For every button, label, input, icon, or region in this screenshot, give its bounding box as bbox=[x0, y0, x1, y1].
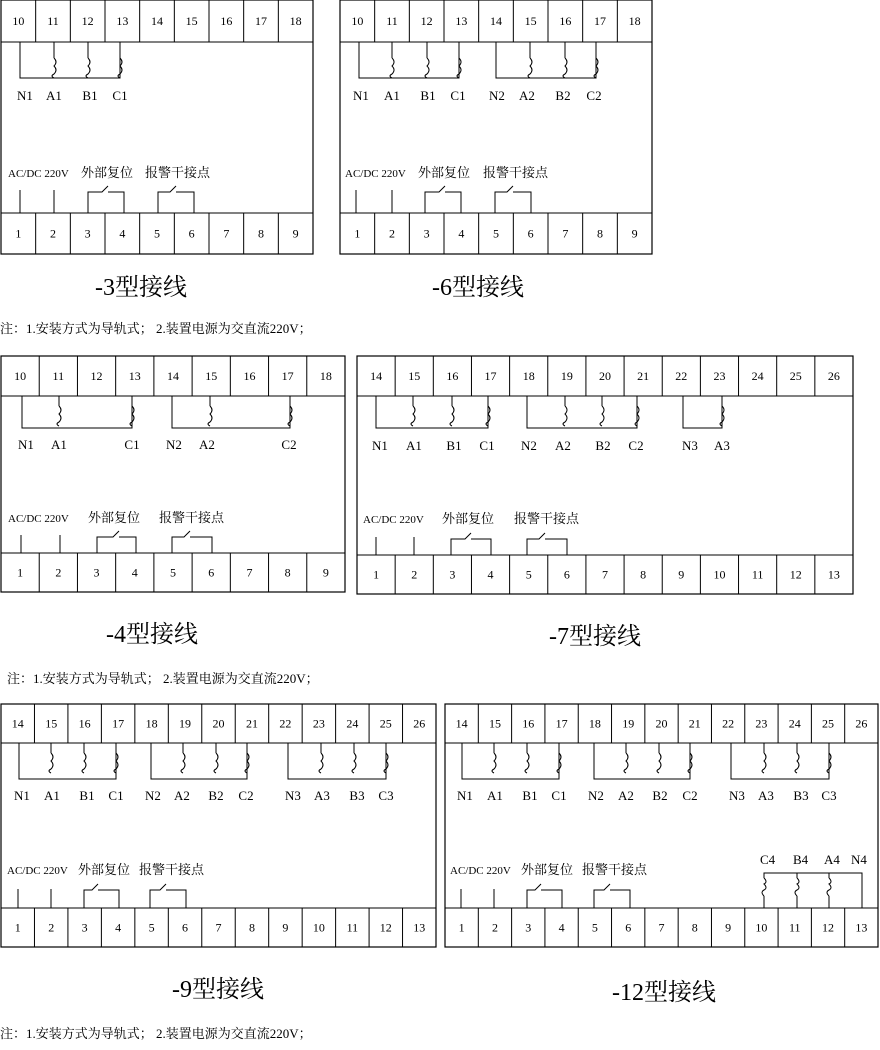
top-terminal-20: 20 bbox=[655, 716, 668, 731]
top-terminal-22: 22 bbox=[675, 369, 688, 383]
bottom-terminal-3: 3 bbox=[93, 565, 100, 580]
bottom-terminal-13: 13 bbox=[827, 567, 840, 582]
phase-label-n1: N1 bbox=[372, 438, 388, 453]
phase-label-a2: A2 bbox=[618, 788, 634, 803]
terminal-block-outline bbox=[1, 356, 345, 592]
terminal-block-outline bbox=[340, 0, 652, 254]
phase-label-n4: N4 bbox=[851, 852, 867, 867]
bottom-terminal-8: 8 bbox=[597, 226, 603, 241]
top-terminal-18: 18 bbox=[588, 716, 601, 731]
top-terminal-13: 13 bbox=[116, 14, 129, 28]
phase-label-n2: N2 bbox=[521, 438, 537, 453]
phase-label-c1: C1 bbox=[450, 88, 466, 103]
reset-label: 外部复位 bbox=[78, 862, 131, 877]
phase-label-n1: N1 bbox=[14, 788, 30, 803]
bottom-terminal-11: 11 bbox=[346, 920, 359, 935]
phase-label-b2: B2 bbox=[595, 438, 611, 453]
phase-label-b1: B1 bbox=[446, 438, 462, 453]
reset-label: 外部复位 bbox=[81, 165, 134, 180]
top-terminal-21: 21 bbox=[245, 716, 258, 731]
bottom-terminal-12: 12 bbox=[379, 920, 392, 935]
installation-note: 注：1.安装方式为导轨式； 2.装置电源为交直流220V； bbox=[0, 1026, 312, 1041]
bottom-terminal-2: 2 bbox=[55, 565, 62, 580]
top-terminal-24: 24 bbox=[751, 369, 764, 383]
bottom-terminal-6: 6 bbox=[527, 226, 534, 241]
bottom-terminal-7: 7 bbox=[658, 920, 665, 935]
diagram-caption: -4型接线 bbox=[106, 622, 198, 648]
phase-label-n3: N3 bbox=[682, 438, 698, 453]
phase-label-c1: C1 bbox=[124, 437, 140, 452]
phase-label-b4: B4 bbox=[793, 852, 809, 867]
phase-label-c1: C1 bbox=[108, 788, 124, 803]
phase-label-c2: C2 bbox=[238, 788, 254, 803]
top-terminal-17: 17 bbox=[594, 14, 606, 28]
phase-label-a1: A1 bbox=[46, 88, 62, 103]
top-terminal-15: 15 bbox=[45, 716, 58, 731]
phase-label-b1: B1 bbox=[79, 788, 95, 803]
top-terminal-23: 23 bbox=[755, 716, 768, 731]
phase-label-a1: A1 bbox=[51, 437, 67, 452]
bottom-terminal-9: 9 bbox=[322, 565, 329, 580]
phase-label-c2: C2 bbox=[682, 788, 698, 803]
bottom-terminal-4: 4 bbox=[487, 567, 494, 582]
top-terminal-17: 17 bbox=[112, 716, 125, 731]
reset-label: 外部复位 bbox=[418, 165, 471, 180]
phase-label-n3: N3 bbox=[729, 788, 745, 803]
top-terminal-11: 11 bbox=[52, 369, 65, 383]
supply-label: AC/DC 220V bbox=[363, 514, 424, 526]
installation-note: 注：1.安装方式为导轨式； 2.装置电源为交直流220V； bbox=[7, 671, 319, 686]
bottom-terminal-4: 4 bbox=[131, 565, 138, 580]
top-terminal-23: 23 bbox=[713, 369, 726, 383]
bottom-terminal-10: 10 bbox=[713, 567, 726, 582]
diagram-type-9 bbox=[1, 704, 436, 1003]
top-terminal-16: 16 bbox=[243, 369, 256, 383]
phase-label-b2: B2 bbox=[652, 788, 668, 803]
top-terminal-19: 19 bbox=[179, 716, 192, 731]
phase-label-n2: N2 bbox=[588, 788, 604, 803]
top-terminal-16: 16 bbox=[522, 716, 535, 731]
bottom-terminal-9: 9 bbox=[282, 920, 289, 935]
phase-label-a3: A3 bbox=[314, 788, 330, 803]
bottom-terminal-8: 8 bbox=[640, 567, 647, 582]
phase-label-a2: A2 bbox=[555, 438, 571, 453]
top-terminal-10: 10 bbox=[12, 14, 25, 28]
bottom-terminal-1: 1 bbox=[458, 920, 465, 935]
phase-label-b3: B3 bbox=[349, 788, 365, 803]
bottom-terminal-3: 3 bbox=[84, 226, 91, 241]
bottom-terminal-2: 2 bbox=[389, 226, 395, 241]
bottom-terminal-5: 5 bbox=[591, 920, 598, 935]
top-terminal-19: 19 bbox=[622, 716, 635, 731]
bottom-terminal-4: 4 bbox=[119, 226, 126, 241]
phase-label-n1: N1 bbox=[457, 788, 473, 803]
phase-label-n1: N1 bbox=[17, 88, 33, 103]
supply-label: AC/DC 220V bbox=[7, 865, 68, 877]
alarm-label: 报警干接点 bbox=[514, 511, 580, 526]
top-terminal-16: 16 bbox=[220, 14, 233, 28]
reset-label: 外部复位 bbox=[88, 510, 141, 525]
bottom-terminal-3: 3 bbox=[423, 226, 430, 241]
bottom-terminal-6: 6 bbox=[625, 920, 632, 935]
phase-label-a3: A3 bbox=[758, 788, 774, 803]
reset-label: 外部复位 bbox=[442, 511, 495, 526]
phase-label-a1: A1 bbox=[406, 438, 422, 453]
top-terminal-14: 14 bbox=[11, 716, 24, 731]
bottom-terminal-6: 6 bbox=[208, 565, 215, 580]
bottom-terminal-9: 9 bbox=[725, 920, 732, 935]
bottom-terminal-2: 2 bbox=[491, 920, 498, 935]
top-terminal-19: 19 bbox=[560, 369, 573, 383]
diagram-caption: -7型接线 bbox=[549, 624, 641, 650]
bottom-terminal-3: 3 bbox=[525, 920, 532, 935]
top-terminal-12: 12 bbox=[90, 369, 103, 383]
supply-label: AC/DC 220V bbox=[450, 865, 511, 877]
top-terminal-14: 14 bbox=[490, 14, 502, 28]
bottom-terminal-2: 2 bbox=[411, 567, 418, 582]
top-terminal-17: 17 bbox=[255, 14, 267, 28]
phase-label-b2: B2 bbox=[555, 88, 571, 103]
bottom-terminal-5: 5 bbox=[154, 226, 160, 241]
top-terminal-10: 10 bbox=[14, 369, 27, 383]
top-terminal-17: 17 bbox=[281, 369, 294, 383]
supply-label: AC/DC 220V bbox=[345, 168, 406, 180]
top-terminal-15: 15 bbox=[408, 369, 421, 383]
phase-label-n2: N2 bbox=[145, 788, 161, 803]
bottom-terminal-12: 12 bbox=[789, 567, 802, 582]
bottom-terminal-8: 8 bbox=[284, 565, 291, 580]
phase-label-a2: A2 bbox=[174, 788, 190, 803]
phase-label-a1: A1 bbox=[44, 788, 60, 803]
phase-label-b2: B2 bbox=[208, 788, 224, 803]
phase-label-n1: N1 bbox=[18, 437, 34, 452]
top-terminal-17: 17 bbox=[555, 716, 568, 731]
bottom-terminal-5: 5 bbox=[148, 920, 155, 935]
bottom-terminal-4: 4 bbox=[115, 920, 122, 935]
terminal-block-outline bbox=[445, 704, 878, 947]
top-terminal-26: 26 bbox=[413, 716, 426, 731]
alarm-label: 报警干接点 bbox=[139, 862, 205, 877]
phase-label-b3: B3 bbox=[793, 788, 809, 803]
bottom-terminal-8: 8 bbox=[258, 226, 264, 241]
diagram-caption: -9型接线 bbox=[172, 977, 264, 1003]
bottom-terminal-5: 5 bbox=[493, 226, 499, 241]
phase-label-a2: A2 bbox=[199, 437, 215, 452]
phase-label-a1: A1 bbox=[487, 788, 503, 803]
diagram-caption: -12型接线 bbox=[612, 980, 716, 1006]
top-terminal-20: 20 bbox=[599, 369, 611, 383]
top-terminal-14: 14 bbox=[370, 369, 383, 383]
phase-label-c2: C2 bbox=[628, 438, 644, 453]
bottom-terminal-11: 11 bbox=[788, 920, 801, 935]
reset-label: 外部复位 bbox=[521, 862, 574, 877]
top-terminal-18: 18 bbox=[319, 369, 332, 383]
top-terminal-18: 18 bbox=[289, 14, 302, 28]
phase-label-a4: A4 bbox=[824, 852, 840, 867]
phase-label-b1: B1 bbox=[82, 88, 98, 103]
bottom-terminal-9: 9 bbox=[678, 567, 685, 582]
diagram-type-7 bbox=[357, 356, 853, 650]
alarm-label: 报警干接点 bbox=[582, 862, 648, 877]
top-terminal-24: 24 bbox=[346, 716, 359, 731]
bottom-terminal-1: 1 bbox=[17, 565, 24, 580]
phase-label-n1: N1 bbox=[353, 88, 369, 103]
top-terminal-14: 14 bbox=[167, 369, 179, 383]
bottom-terminal-1: 1 bbox=[14, 920, 21, 935]
top-terminal-25: 25 bbox=[822, 716, 835, 731]
top-terminal-25: 25 bbox=[379, 716, 392, 731]
alarm-label: 报警干接点 bbox=[159, 510, 225, 525]
bottom-terminal-3: 3 bbox=[81, 920, 88, 935]
bottom-terminal-6: 6 bbox=[182, 920, 189, 935]
bottom-terminal-10: 10 bbox=[312, 920, 325, 935]
top-terminal-22: 22 bbox=[722, 716, 735, 731]
phase-label-n2: N2 bbox=[489, 88, 505, 103]
top-terminal-15: 15 bbox=[205, 369, 218, 383]
terminal-block-outline bbox=[1, 0, 313, 254]
terminal-block-outline bbox=[1, 704, 436, 947]
bottom-terminal-11: 11 bbox=[751, 567, 764, 582]
bottom-terminal-1: 1 bbox=[373, 567, 380, 582]
bottom-terminal-4: 4 bbox=[558, 920, 565, 935]
top-terminal-12: 12 bbox=[81, 14, 94, 28]
installation-note: 注：1.安装方式为导轨式； 2.装置电源为交直流220V； bbox=[0, 321, 312, 336]
phase-label-c2: C2 bbox=[281, 437, 297, 452]
top-terminal-25: 25 bbox=[789, 369, 802, 383]
top-terminal-10: 10 bbox=[351, 14, 364, 28]
bottom-terminal-7: 7 bbox=[215, 920, 222, 935]
phase-label-a1: A1 bbox=[384, 88, 400, 103]
alarm-label: 报警干接点 bbox=[483, 165, 549, 180]
top-terminal-20: 20 bbox=[212, 716, 225, 731]
top-terminal-13: 13 bbox=[128, 369, 141, 383]
diagram-type-4 bbox=[1, 356, 345, 648]
phase-label-c3: C3 bbox=[378, 788, 394, 803]
phase-label-n3: N3 bbox=[285, 788, 301, 803]
diagram-caption: -3型接线 bbox=[95, 275, 187, 301]
top-terminal-18: 18 bbox=[628, 14, 641, 28]
bottom-terminal-5: 5 bbox=[170, 565, 176, 580]
diagram-caption: -6型接线 bbox=[432, 275, 524, 301]
bottom-terminal-5: 5 bbox=[525, 567, 532, 582]
supply-label: AC/DC 220V bbox=[8, 513, 69, 525]
top-terminal-26: 26 bbox=[827, 369, 840, 383]
bottom-terminal-7: 7 bbox=[223, 226, 230, 241]
phase-label-c4: C4 bbox=[760, 852, 776, 867]
bottom-terminal-9: 9 bbox=[292, 226, 299, 241]
bottom-terminal-13: 13 bbox=[855, 920, 868, 935]
bottom-terminal-8: 8 bbox=[248, 920, 255, 935]
top-terminal-18: 18 bbox=[522, 369, 535, 383]
terminal-block-outline bbox=[357, 356, 853, 594]
top-terminal-15: 15 bbox=[488, 716, 501, 731]
top-terminal-12: 12 bbox=[420, 14, 433, 28]
supply-label: AC/DC 220V bbox=[8, 168, 69, 180]
top-terminal-11: 11 bbox=[47, 14, 59, 28]
phase-label-c1: C1 bbox=[112, 88, 128, 103]
bottom-terminal-10: 10 bbox=[755, 920, 768, 935]
bottom-terminal-7: 7 bbox=[602, 567, 608, 582]
bottom-terminal-6: 6 bbox=[188, 226, 195, 241]
bottom-terminal-1: 1 bbox=[15, 226, 22, 241]
diagram-type-3 bbox=[1, 0, 313, 301]
bottom-terminal-2: 2 bbox=[50, 226, 56, 241]
top-terminal-13: 13 bbox=[455, 14, 468, 28]
top-terminal-15: 15 bbox=[185, 14, 198, 28]
diagram-type-6 bbox=[340, 0, 652, 301]
phase-label-b1: B1 bbox=[522, 788, 538, 803]
top-terminal-14: 14 bbox=[151, 14, 163, 28]
top-terminal-16: 16 bbox=[78, 716, 91, 731]
phase-label-c1: C1 bbox=[479, 438, 495, 453]
bottom-terminal-2: 2 bbox=[48, 920, 55, 935]
bottom-terminal-7: 7 bbox=[562, 226, 569, 241]
top-terminal-21: 21 bbox=[688, 716, 701, 731]
bottom-terminal-8: 8 bbox=[691, 920, 698, 935]
top-terminal-15: 15 bbox=[524, 14, 537, 28]
top-terminal-16: 16 bbox=[559, 14, 572, 28]
phase-label-c1: C1 bbox=[551, 788, 567, 803]
phase-label-n2: N2 bbox=[166, 437, 182, 452]
bottom-terminal-3: 3 bbox=[449, 567, 456, 582]
bottom-terminal-4: 4 bbox=[458, 226, 465, 241]
phase-label-a2: A2 bbox=[519, 88, 535, 103]
top-terminal-26: 26 bbox=[855, 716, 868, 731]
top-terminal-11: 11 bbox=[386, 14, 398, 28]
phase-label-b1: B1 bbox=[420, 88, 436, 103]
top-terminal-21: 21 bbox=[637, 369, 650, 383]
bottom-terminal-1: 1 bbox=[354, 226, 361, 241]
top-terminal-14: 14 bbox=[455, 716, 468, 731]
phase-label-c3: C3 bbox=[821, 788, 837, 803]
bottom-terminal-6: 6 bbox=[563, 567, 570, 582]
bottom-terminal-12: 12 bbox=[822, 920, 835, 935]
top-terminal-24: 24 bbox=[788, 716, 801, 731]
phase-label-c2: C2 bbox=[586, 88, 602, 103]
bottom-terminal-7: 7 bbox=[246, 565, 253, 580]
phase-label-a3: A3 bbox=[714, 438, 730, 453]
top-terminal-22: 22 bbox=[279, 716, 292, 731]
bottom-terminal-13: 13 bbox=[413, 920, 426, 935]
alarm-label: 报警干接点 bbox=[145, 165, 211, 180]
diagram-type-12 bbox=[445, 704, 878, 1006]
top-terminal-18: 18 bbox=[145, 716, 158, 731]
top-terminal-17: 17 bbox=[484, 369, 497, 383]
bottom-terminal-9: 9 bbox=[631, 226, 638, 241]
top-terminal-23: 23 bbox=[312, 716, 325, 731]
top-terminal-16: 16 bbox=[446, 369, 459, 383]
